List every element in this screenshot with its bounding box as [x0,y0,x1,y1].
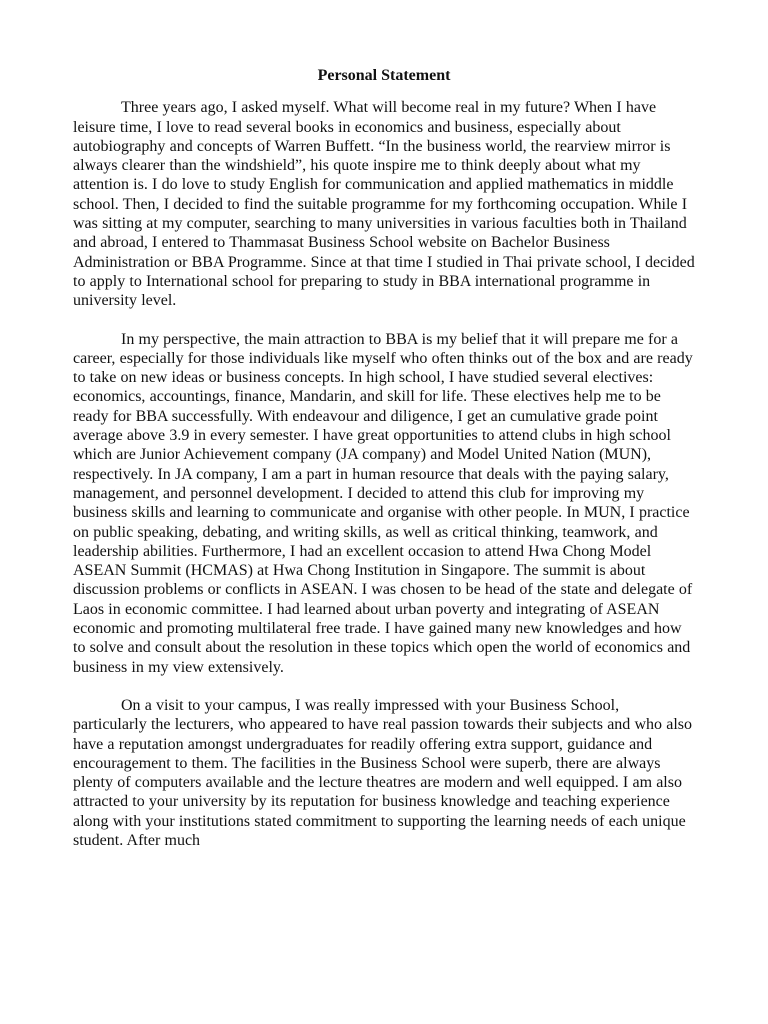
paragraph-2: In my perspective, the main attraction to BBA is my belief that it will prepare me for a career, especially for those individuals like myself who often thinks out of the box and are ready to take on new ideas or business concepts. In high school, I have studied several electives: economics, accountings, finance, Mandarin, and skill for life. These electives help me to be ready for BBA successfully. With endeavour and diligence, I get an cumulative grade point average above 3.9 in every semester. I have great opportunities to attend clubs in high school which are Junior Achievement company (JA company) and Model United Nation (MUN), respectively. In JA company, I am a part in human resource that deals with the paying salary, management, and personnel development. I decided to attend this club for improving my business skills and learning to communicate and organise with other people. In MUN, I practice on public speaking, debating, and writing skills, as well as critical thinking, teamwork, and leadership abilities. Furthermore, I had an excellent occasion to attend Hwa Chong Model ASEAN Summit (HCMAS) at Hwa Chong Institution in Singapore. The summit is about discussion problems or conflicts in ASEAN. I was chosen to be head of the state and delegate of Laos in economic committee. I had learned about urban poverty and integrating of ASEAN economic and promoting multilateral free trade. I have gained many new knowledges and how to solve and consult about the resolution in these topics which open the world of economics and business in my view extensively. [73,330,693,676]
document-body [73,66,695,869]
document-title: Personal Statement [317,67,451,84]
paragraph-1: Three years ago, I asked myself. What will become real in my future? When I have leisure time, I love to read several books in economics and business, especially about autobiography and concepts of Warren Buffett. “In the business world, the rearview mirror is always clearer than the windshield”, his quote inspire me to think deeply about what my attention is. I do love to study English for communication and applied mathematics in middle school. Then, I decided to find the suitable programme for my forthcoming occupation. While I was sitting at my computer, searching to many universities in various faculties both in Thailand and abroad, I entered to Thammasat Business School website on Bachelor Business Administration or BBA Programme. Since at that time I studied in Thai private school, I decided to apply to International school for preparing to study in BBA international programme in university level. [73,99,695,310]
paragraph-3: On a visit to your campus, I was really impressed with your Business School, particularly the lecturers, who appeared to have real passion towards their subjects and who also have a reputation amongst undergraduates for readily offering extra support, guidance and encouragement to them. The facilities in the Business School were superb, there are always plenty of computers available and the lecture theatres are modern and well equipped. I am also attracted to your university by its reputation for business knowledge and teaching experience along with your institutions stated commitment to supporting the learning needs of each unique student. After much [73,696,693,849]
